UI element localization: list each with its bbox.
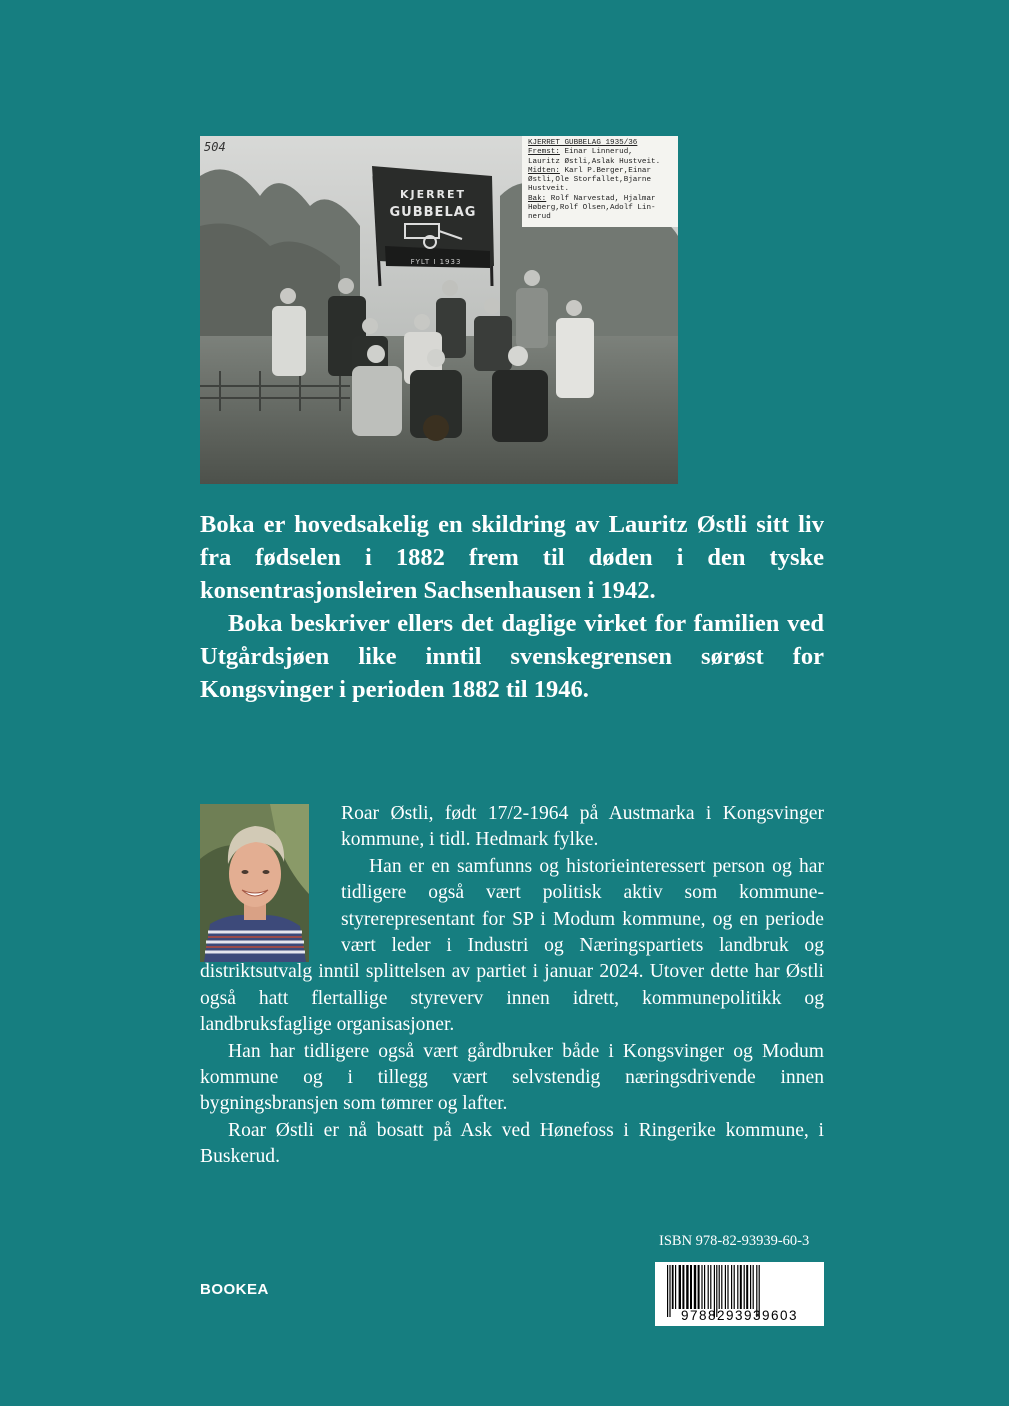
barcode-bar [725,1265,726,1309]
publisher-logo: BOOKEA [200,1281,269,1298]
barcode-bar [753,1265,754,1309]
barcode-bar [698,1265,700,1309]
barcode-bar [686,1265,688,1309]
barcode-bar [727,1265,728,1309]
barcode-bar [672,1265,674,1309]
banner-line3: FYLT I 1933 [410,258,462,266]
barcode-bar [710,1265,711,1309]
photo-handwritten-number: 504 [204,140,226,154]
banner-line2: GUBBELAG [389,205,477,220]
bio-paragraph-3: Han har tidligere også vært gårdbruker både i Kongsvinger og Modum kommune og i tillegg vært selvstendig næringsdrivende innen bygningsbransjen som tømrer og lafter. [200,1040,824,1115]
barcode-bar [731,1265,732,1309]
barcode-bar [719,1265,720,1309]
bio-paragraph-1: Roar Østli, født 17/2-1964 på Austmarka i Kongsvinger kommune, i tidl. Hedmark fylke. [341,803,824,851]
isbn-text: ISBN 978-82-93939-60-3 [659,1233,810,1249]
barcode-bar [744,1265,745,1309]
barcode-bar [675,1265,676,1309]
summary-paragraph-1: Boka er hovedsakelig en skildring av Lauritz Østli sitt liv fra fødselen i 1882 frem til døden i den tyske konsentrasjonsleiren Sachsenhausen i 1942. [200,511,824,604]
barcode-bar [708,1265,709,1309]
caption-line: Østli,Ole Storfallet,Bjarne [528,176,652,185]
isbn-barcode [655,1262,824,1326]
caption-line: Bak: Rolf Narvestad, Hjalmar [528,194,656,203]
caption-title: KJERRET GUBBELAG 1935/36 [528,139,638,147]
caption-line: Hustveit. [528,185,570,194]
barcode-bar [701,1265,702,1309]
barcode-bar [750,1265,751,1309]
barcode-bar [737,1265,738,1309]
banner-line1: KJERRET [399,188,467,201]
barcode-bar [679,1265,681,1309]
book-summary [200,508,824,706]
cover-photo-group [200,136,678,484]
caption-line: nerud [528,213,551,222]
author-biography [200,801,824,1171]
barcode-digits: 9788293939603 [680,1308,799,1323]
barcode-bar [734,1265,735,1309]
barcode-bar [746,1265,748,1309]
bio-paragraph-4: Roar Østli er nå bosatt på Ask ved Hønefoss i Ringerike kommune, i Buskerud. [200,1119,824,1168]
caption-line: Midten: Karl P.Berger,Einar [528,166,652,175]
barcode-bar [690,1265,692,1309]
summary-paragraph-2: Boka beskriver ellers det daglige virket for familien ved Utgårdsjøen like inntil svenskegrensen sørøst for Kongsvinger i perioden 1882 til 1946. [200,610,824,703]
photo-caption-label [522,136,678,227]
caption-line: Fremst: Einar Linnerud, [528,148,633,157]
barcode-bar [704,1265,705,1309]
barcode-bar [694,1265,696,1309]
caption-line: Høberg,Rolf Olsen,Adolf Lin- [528,204,656,213]
barcode-bar [721,1265,722,1309]
bio-paragraph-2: Han er en samfunns og historieinteressert person og har tidligere også vært politisk aktiv som kommunestyrerepresentant for SP i Modum kommune, og en periode vært leder i Industri og Næringspartiets landbruk og distriktsutvalg inntil splittelsen av partiet i januar 2024. Utover dette har Østli også hatt flertallige styreverv innen idrett, kommunepolitikk og landbruksfaglige organisasjoner. [200,855,824,1036]
barcode-bar [740,1265,742,1309]
caption-line: Lauritz Østli,Aslak Hustveit. [528,157,661,166]
barcode-bar [682,1265,684,1309]
